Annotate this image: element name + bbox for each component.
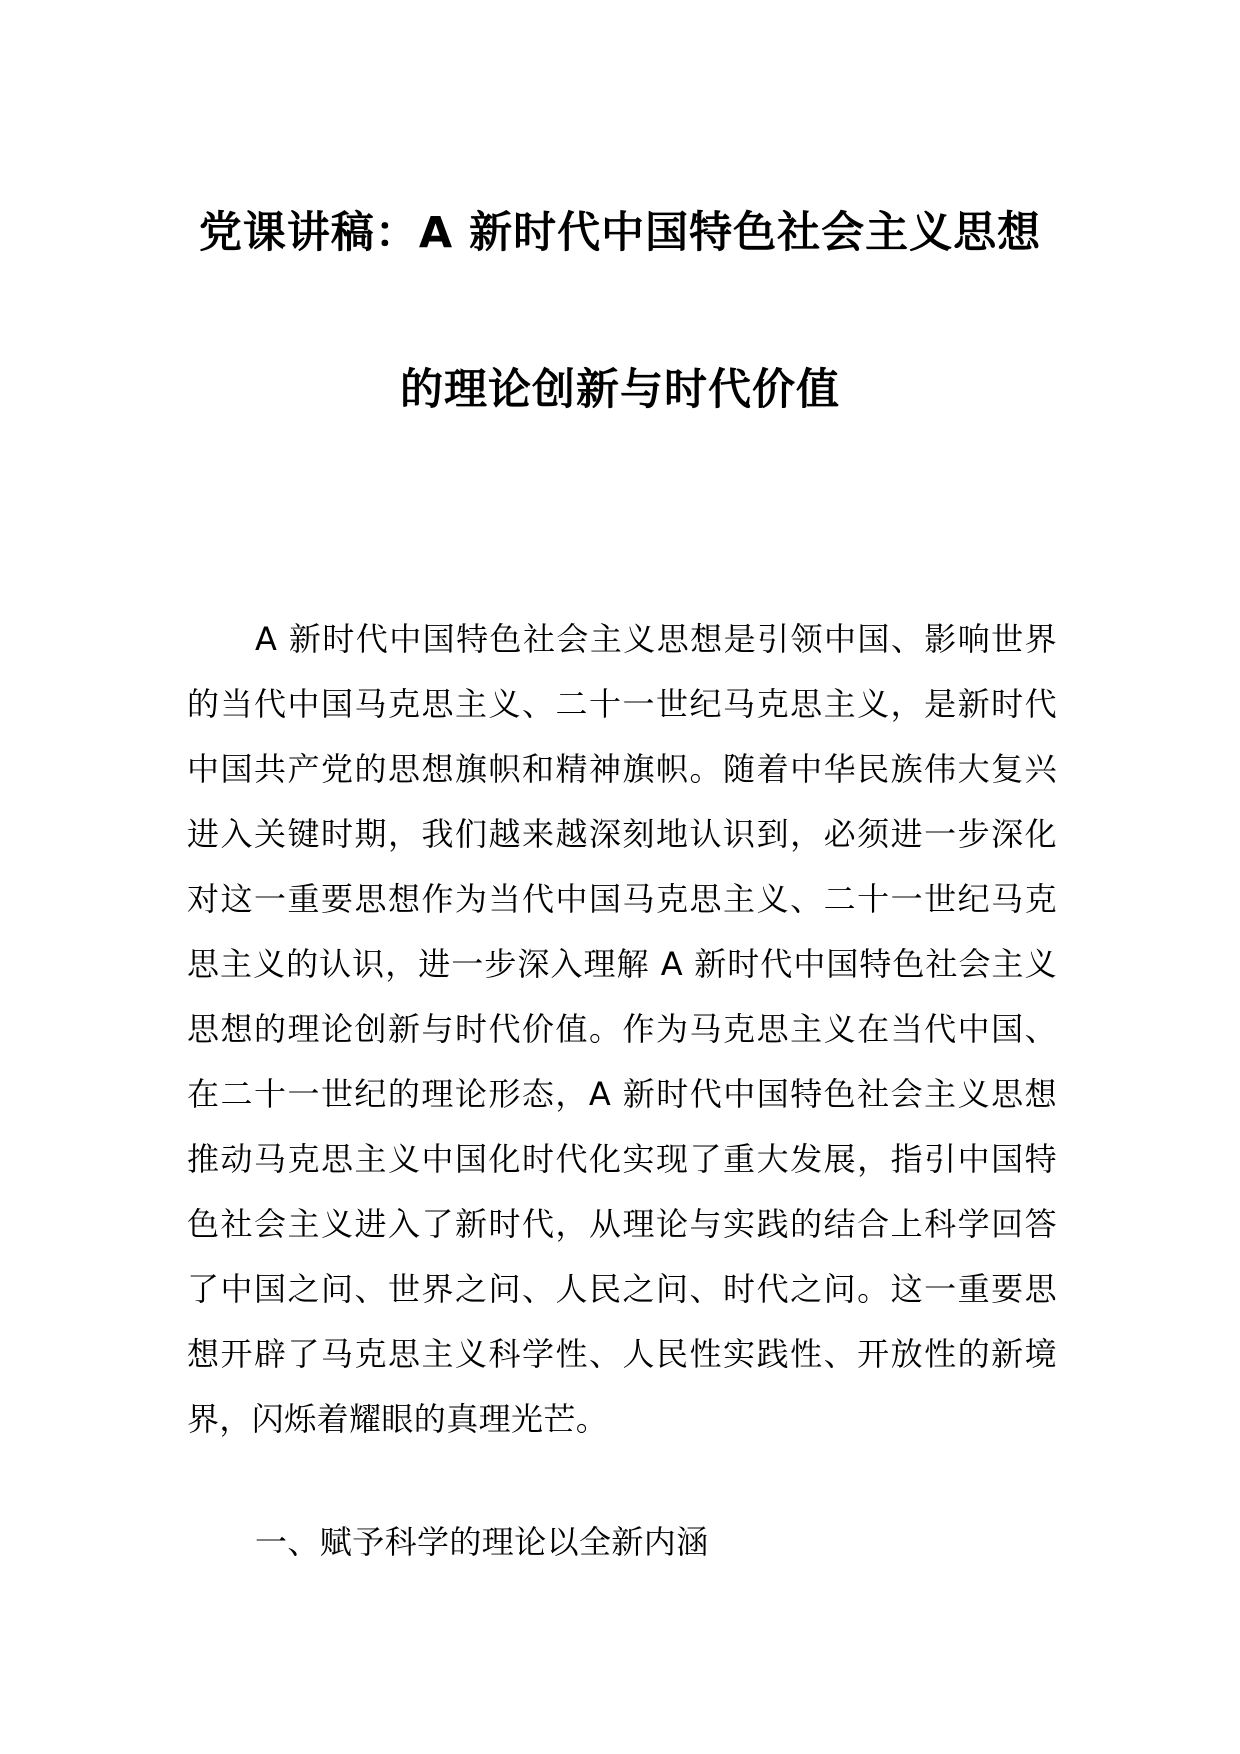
intro-paragraph: A 新时代中国特色社会主义思想是引领中国、影响世界的当代中国马克思主义、二十一世纪马克思主义，是新时代中国共产党的思想旗帜和精神旗帜。随着中华民族伟大复兴进入关键时期，我们越来越深刻地认识到，必须进一步深化对这一重要思想作为当代中国马克思主义、二十一世纪马克思主义的认识，进一步深入理解 A 新时代中国特色社会主义思想的理论创新与时代价值。作为马克思主义在当代中国、在二十一世纪的理论形态，A 新时代中国特色社会主义思想推动马克思主义中国化时代化实现了重大发展，指引中国特色社会主义进入了新时代，从理论与实践的结合上科学回答了中国之问、世界之问、人民之问、时代之问。这一重要思想开辟了马克思主义科学性、人民性实践性、开放性的新境界，闪烁着耀眼的真理光芒。 (187, 620, 1057, 1438)
document-title-line-2: 的理论创新与时代价值 (400, 365, 840, 415)
document-title-line-1: 党课讲稿：A 新时代中国特色社会主义思想 (198, 208, 1042, 258)
section-heading-1: 一、赋予科学的理论以全新内涵 (255, 1523, 709, 1561)
